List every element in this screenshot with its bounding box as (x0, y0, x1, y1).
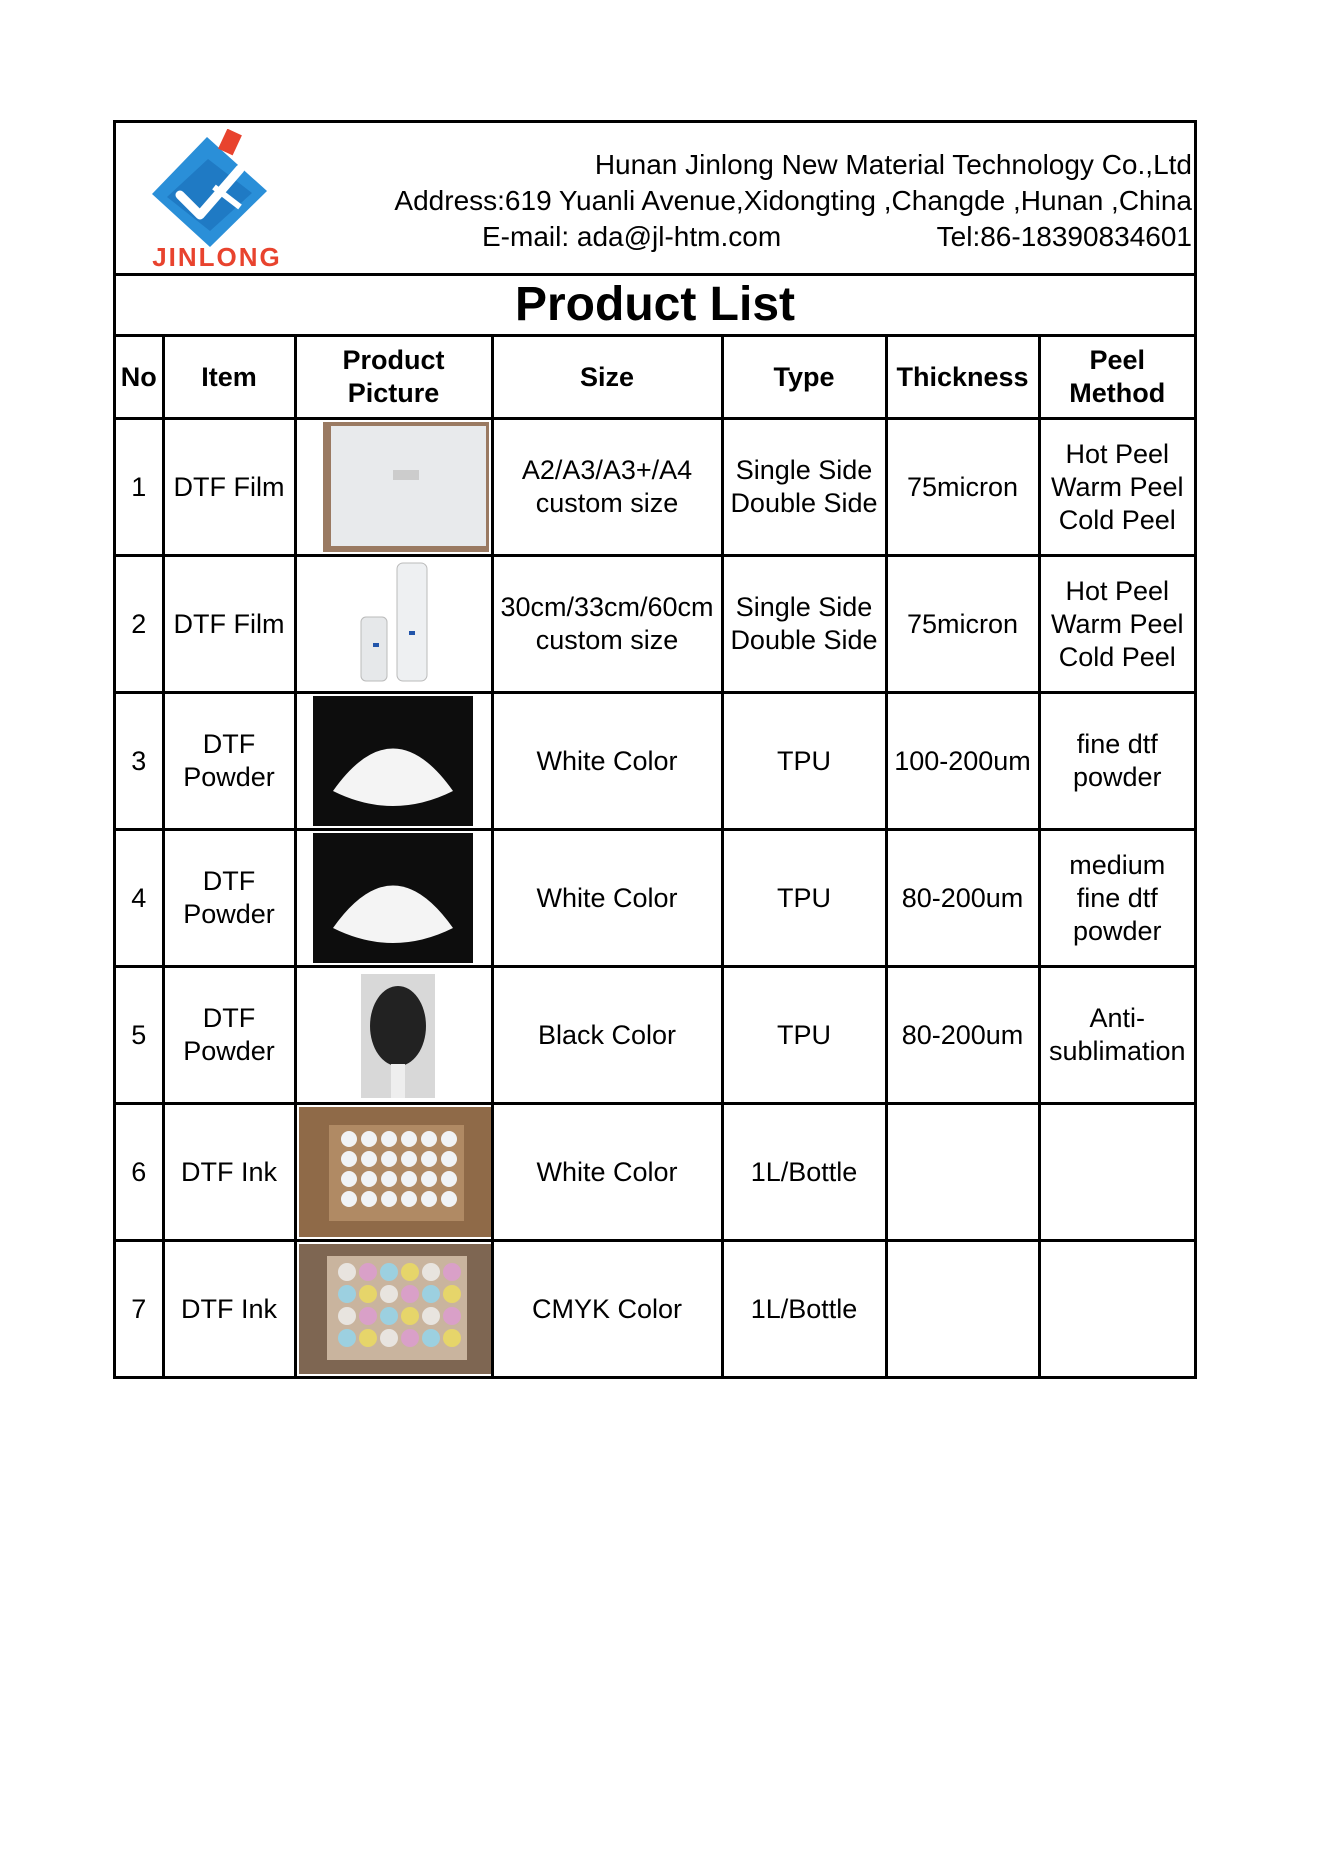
cell-no: 4 (116, 830, 163, 967)
cell-type: Single Side Double Side (722, 556, 886, 693)
table-row (116, 419, 1194, 556)
cell-no: 3 (116, 693, 163, 830)
cell-no: 2 (116, 556, 163, 693)
cell-thickness: 80-200um (886, 967, 1039, 1104)
company-address: Address:619 Yuanli Avenue,Xidongting ,Changde ,Hunan ,China (394, 185, 1192, 216)
cell-no: 7 (116, 1241, 163, 1377)
cell-peel-method: Anti- sublimation (1039, 967, 1194, 1104)
cell-product-picture (295, 967, 492, 1104)
cell-peel-method: fine dtf powder (1039, 693, 1194, 830)
cell-type: 1L/Bottle (722, 1241, 886, 1377)
cell-no: 1 (116, 419, 163, 556)
page-title: Product List (116, 276, 1194, 337)
col-header-thickness: Thickness (886, 337, 1039, 419)
cell-product-picture (295, 1241, 492, 1377)
cell-product-picture (295, 693, 492, 830)
table-header-row (116, 337, 1194, 419)
cell-peel-method: Hot Peel Warm Peel Cold Peel (1039, 556, 1194, 693)
table-row (116, 1104, 1194, 1241)
cell-peel-method (1039, 1241, 1194, 1377)
company-name: Hunan Jinlong New Material Technology Co.,Ltd (594, 149, 1192, 180)
cell-thickness (886, 1241, 1039, 1377)
cell-item: DTF Ink (163, 1241, 295, 1377)
cell-item: DTF Ink (163, 1104, 295, 1241)
cell-peel-method: medium fine dtf powder (1039, 830, 1194, 967)
cell-product-picture (295, 830, 492, 967)
table-row (116, 967, 1194, 1104)
company-header (116, 123, 1194, 276)
product-table (116, 337, 1194, 1376)
cell-item: DTF Powder (163, 830, 295, 967)
cell-size: 30cm/33cm/60cm custom size (492, 556, 722, 693)
table-row (116, 830, 1194, 967)
cell-thickness: 75micron (886, 556, 1039, 693)
contact-row (362, 219, 1192, 255)
cell-thickness: 100-200um (886, 693, 1039, 830)
company-tel: Tel:86-18390834601 (936, 221, 1192, 252)
col-header-no: No (116, 337, 163, 419)
cell-peel-method (1039, 1104, 1194, 1241)
cell-type: TPU (722, 830, 886, 967)
cell-thickness: 80-200um (886, 830, 1039, 967)
cell-product-picture (295, 419, 492, 556)
cell-size: Black Color (492, 967, 722, 1104)
company-email: E-mail: ada@jl-htm.com (482, 221, 782, 252)
cell-no: 5 (116, 967, 163, 1104)
product-list-sheet (113, 120, 1197, 1379)
cell-type: TPU (722, 693, 886, 830)
cell-thickness (886, 1104, 1039, 1241)
col-header-peel-method: Peel Method (1039, 337, 1194, 419)
cell-size: White Color (492, 1104, 722, 1241)
col-header-item: Item (163, 337, 295, 419)
cell-item: DTF Film (163, 556, 295, 693)
cell-item: DTF Powder (163, 967, 295, 1104)
cell-size: White Color (492, 830, 722, 967)
jinlong-logo (122, 129, 312, 269)
col-header-type: Type (722, 337, 886, 419)
svg-text:JINLONG: JINLONG (152, 242, 282, 269)
table-row (116, 693, 1194, 830)
cell-item: DTF Film (163, 419, 295, 556)
table-row (116, 556, 1194, 693)
cell-thickness: 75micron (886, 419, 1039, 556)
cell-size: White Color (492, 693, 722, 830)
cell-product-picture (295, 556, 492, 693)
cell-type: 1L/Bottle (722, 1104, 886, 1241)
company-info (362, 147, 1192, 255)
col-header-size: Size (492, 337, 722, 419)
col-header-picture: Product Picture (295, 337, 492, 419)
cell-item: DTF Powder (163, 693, 295, 830)
cell-peel-method: Hot Peel Warm Peel Cold Peel (1039, 419, 1194, 556)
cell-product-picture (295, 1104, 492, 1241)
cell-type: Single Side Double Side (722, 419, 886, 556)
table-row (116, 1241, 1194, 1377)
cell-size: A2/A3/A3+/A4 custom size (492, 419, 722, 556)
cell-size: CMYK Color (492, 1241, 722, 1377)
cell-no: 6 (116, 1104, 163, 1241)
cell-type: TPU (722, 967, 886, 1104)
